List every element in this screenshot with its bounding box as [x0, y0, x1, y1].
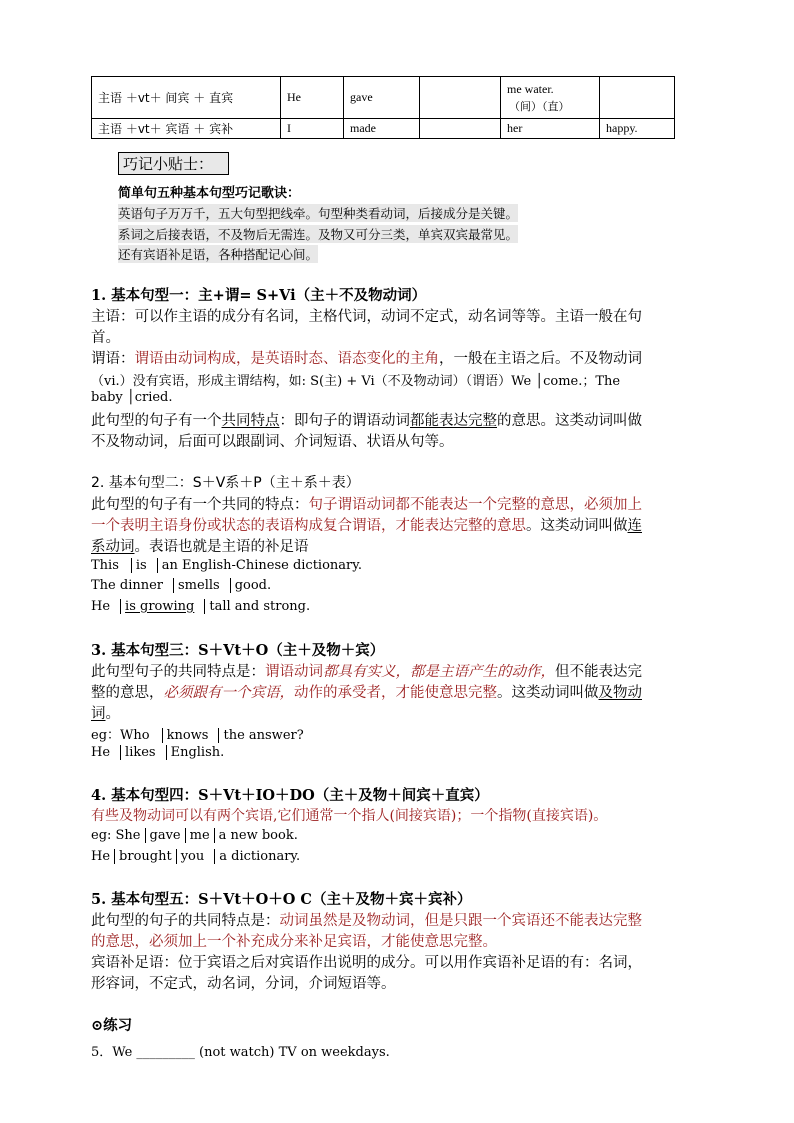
sentence-part: eg：Who: [91, 728, 150, 743]
section-1-text: baby │cried.: [91, 390, 173, 405]
text-span-red: 句子谓语动词都不能表达一个完整的意思，必须加上: [308, 497, 642, 513]
text-span-underlined: 及物动: [598, 685, 642, 701]
sentence-part: is growing: [120, 599, 194, 614]
sentence-part: the answer?: [218, 728, 303, 743]
text-span: ：即句子的谓语动词: [279, 413, 410, 429]
section-1-text: 首。: [91, 330, 120, 346]
table-cell: [501, 77, 600, 119]
section-3-text: [91, 681, 642, 702]
sentence-part: good.: [230, 578, 271, 593]
text-span: 但不能表达完: [555, 664, 642, 680]
tips-box-label: 巧记小贴士：: [118, 152, 229, 175]
text-span-red-italic: 都具有实义，都是主语产生的动作，: [323, 664, 555, 680]
table-cell: happy.: [600, 119, 675, 139]
text-span: 。这类动词叫做: [526, 518, 628, 534]
example-sentence: [91, 578, 271, 593]
table-cell: made: [344, 119, 420, 139]
section-4-text: 有些及物动词可以有两个宾语,它们通常一个指人(间接宾语)；一个指物(直接宾语)。: [91, 808, 608, 824]
text-span: 此句型的句子有一个: [91, 413, 222, 429]
text-span-red: 谓语由动词构成，是英语时态、语态变化的主角: [134, 351, 439, 367]
table-cell: I: [281, 119, 344, 139]
text-span: 整的意思，: [91, 685, 164, 701]
text-span: ，一般在主语之后。不及物动词: [439, 351, 642, 367]
section-3-text: [91, 702, 120, 723]
section-5-text: [91, 909, 642, 930]
section-2-text: [91, 514, 642, 535]
table-cell-line: （间）（直）: [509, 99, 570, 113]
tips-title: 简单句五种基本句型巧记歌诀：: [118, 186, 301, 201]
text-span: 。表语也就是主语的补足语: [134, 539, 309, 555]
text-span-red: 谓语动词: [265, 664, 323, 680]
answer-blank[interactable]: _________: [136, 1045, 195, 1060]
section-1-text: 主语：可以作主语的成分有名词，主格代词，动词不定式，动名词等等。主语一般在句: [91, 309, 642, 325]
sentence-part: This: [91, 558, 119, 573]
sentence-part: you: [176, 849, 205, 864]
section-2-text: [91, 493, 642, 514]
sentence-part: a new book.: [214, 828, 298, 843]
table-cell: [600, 77, 675, 119]
table-row: [92, 119, 675, 139]
text-span: 的意思。这类动词叫做: [497, 413, 642, 429]
text-span-red: 一个表明主语身份或状态的表语构成复合谓语，才能表达完整的意思: [91, 518, 526, 534]
sentence-pattern-table: [91, 76, 675, 139]
text-span: 此句型的句子有一个共同的特点：: [91, 497, 309, 513]
section-2-heading: 2. 基本句型二：S＋V系＋P（主＋系＋表）: [91, 475, 360, 491]
practice-question-5: [91, 1041, 390, 1060]
section-1-text: [91, 409, 642, 430]
sentence-part: He: [91, 599, 111, 614]
section-1-heading: 1. 基本句型一：主+谓= S+Vi（主＋不及物动词）: [91, 287, 427, 304]
tips-line: 英语句子万万千，五大句型把线牵。句型种类看动词，后接成分是关键。: [118, 206, 519, 221]
text-span-underlined: 共同特点: [221, 413, 280, 429]
sentence-part: brought: [114, 849, 172, 864]
sentence-part: The dinner: [91, 578, 164, 593]
text-span: (not watch) TV on weekdays.: [194, 1045, 390, 1060]
section-5-text: 的意思，必须加上一个补充成分来补足宾语，才能使意思完整。: [91, 934, 497, 950]
table-cell: 主语 ＋vt＋ 间宾 ＋ 直宾: [92, 77, 281, 119]
sentence-part: He: [91, 745, 111, 760]
practice-heading: ⊙练习: [91, 1017, 133, 1034]
sentence-part: me: [185, 828, 210, 843]
sentence-part: smells: [173, 578, 220, 593]
sentence-part: is: [131, 558, 147, 573]
section-4-heading: 4. 基本句型四：S＋Vt＋IO＋DO（主＋及物＋间宾＋直宾）: [91, 787, 489, 804]
example-sentence: [91, 599, 310, 614]
section-1-text: 不及物动词，后面可以跟副词、介词短语、状语从句等。: [91, 434, 454, 450]
sentence-part: English.: [166, 745, 225, 760]
text-span: 谓语：: [91, 351, 135, 367]
sentence-part: an English-Chinese dictionary.: [157, 558, 362, 573]
sentence-part: knows: [162, 728, 209, 743]
text-span-red: 动作的承受者，才能使意思完整: [294, 685, 497, 701]
sentence-part: He: [91, 849, 111, 864]
table-cell: her: [501, 119, 600, 139]
sentence-part: likes: [120, 745, 156, 760]
text-span: 。: [105, 706, 120, 722]
text-span: 5．We: [91, 1045, 137, 1060]
text-span-underlined: 系动词: [91, 539, 135, 555]
text-span-red-italic: 必须跟有一个宾语，: [163, 685, 294, 701]
section-3-text: [91, 660, 642, 681]
section-1-text: （vi.）没有宾语，形成主谓结构，如: S(主) + Vi（不及物动词）（谓语）We │come.；The: [91, 374, 621, 389]
table-cell-line: me water.: [507, 81, 554, 96]
example-sentence: [91, 558, 362, 573]
sentence-part: gave: [145, 828, 181, 843]
section-5-text: 形容词，不定式，动名词，分词，介词短语等。: [91, 976, 396, 992]
table-cell: gave: [344, 77, 420, 119]
text-span-underlined: 词: [91, 706, 106, 722]
text-span: 。这类动词叫做: [497, 685, 599, 701]
table-cell: [420, 119, 501, 139]
text-span-red: 动词虽然是及物动词，但是只跟一个宾语还不能表达完整: [279, 913, 642, 929]
text-span-underlined: 连: [627, 518, 642, 534]
example-sentence: [91, 724, 304, 743]
example-sentence: [91, 828, 298, 843]
text-span: 此句型句子的共同特点是：: [91, 664, 265, 680]
tips-line: 还有宾语补足语，各种搭配记心间。: [118, 247, 319, 262]
section-2-text: [91, 535, 309, 556]
sentence-part: tall and strong.: [204, 599, 310, 614]
section-5-heading: 5. 基本句型五：S＋Vt＋O＋O C（主＋及物＋宾＋宾补）: [91, 891, 472, 908]
example-sentence: [91, 745, 224, 760]
sentence-part: a dictionary.: [214, 849, 300, 864]
table-cell: [420, 77, 501, 119]
example-sentence: [91, 849, 300, 864]
table-cell: 主语 ＋vt＋ 宾语 ＋ 宾补: [92, 119, 281, 139]
section-1-text: [91, 347, 642, 368]
table-cell: He: [281, 77, 344, 119]
table-row: [92, 77, 675, 119]
text-span: 此句型的句子的共同特点是：: [91, 913, 280, 929]
section-3-heading: 3. 基本句型三：S＋Vt＋O（主＋及物＋宾）: [91, 642, 385, 659]
tips-line: 系词之后接表语，不及物后无需连。及物又可分三类，单宾双宾最常见。: [118, 227, 519, 242]
text-span-underlined: 都能表达完整: [410, 413, 497, 429]
section-5-text: 宾语补足语：位于宾语之后对宾语作出说明的成分。可以用作宾语补足语的有：名词，: [91, 955, 642, 971]
sentence-part: eg: She: [91, 828, 141, 843]
